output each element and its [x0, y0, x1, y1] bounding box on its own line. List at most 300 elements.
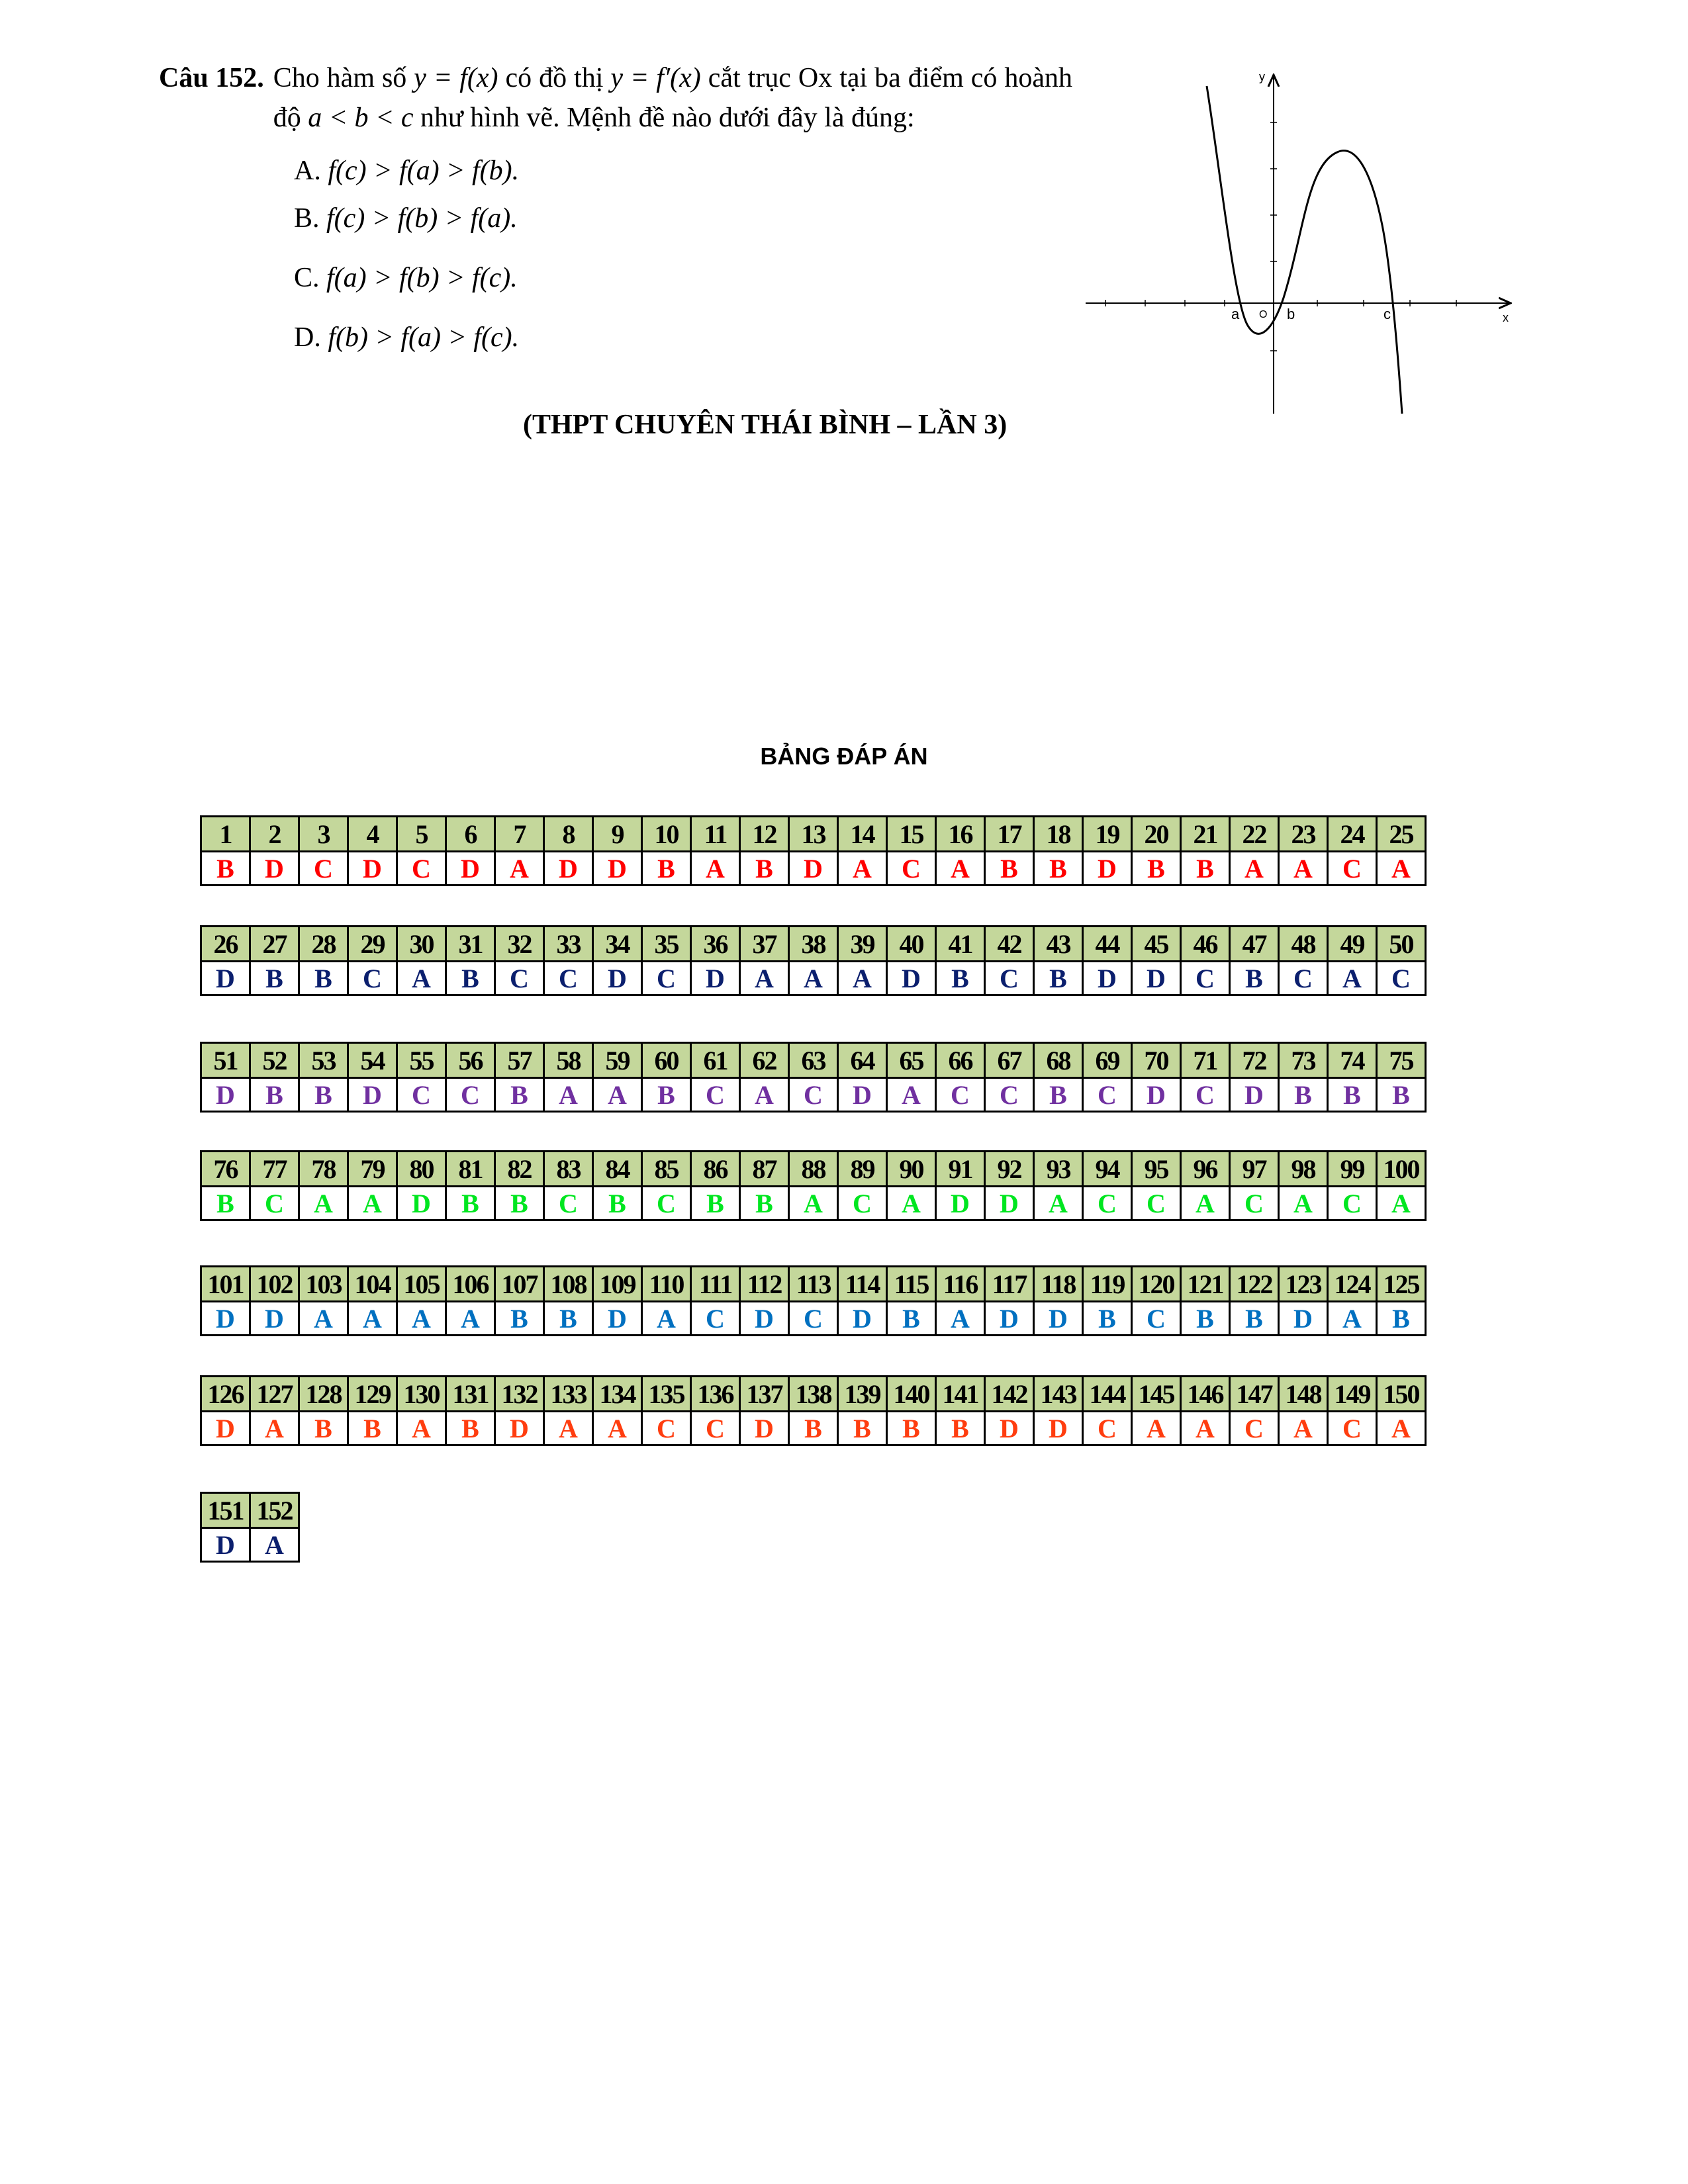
question-number-cell: 66 [936, 1043, 985, 1078]
answer-cell: D [838, 1302, 887, 1336]
answer-cell: B [1034, 962, 1083, 995]
answer-cell: C [887, 852, 936, 886]
answer-cell: C [985, 1078, 1034, 1112]
question-number-cell: 81 [446, 1152, 495, 1187]
question-number-cell: 83 [544, 1152, 593, 1187]
question-number-cell: 111 [691, 1267, 740, 1302]
question-number-cell: 105 [397, 1267, 446, 1302]
question-number-cell: 28 [299, 927, 348, 962]
answer-cell: B [299, 962, 348, 995]
question-number-cell: 100 [1377, 1152, 1426, 1187]
question-number-cell: 45 [1132, 927, 1181, 962]
answer-cell: B [985, 852, 1034, 886]
question-number-cell: 3 [299, 817, 348, 852]
answer-cell: D [1279, 1302, 1328, 1336]
answer-cell: C [642, 962, 691, 995]
answer-cell: A [838, 962, 887, 995]
question-number-cell: 91 [936, 1152, 985, 1187]
question-number-cell: 78 [299, 1152, 348, 1187]
answer-cell: D [740, 1302, 789, 1336]
answer-cell: D [250, 852, 299, 886]
question-number-cell: 84 [593, 1152, 642, 1187]
point-label-a: a [1231, 306, 1240, 322]
answer-cell: A [691, 852, 740, 886]
answer-cell: B [691, 1187, 740, 1220]
question-number-cell: 77 [250, 1152, 299, 1187]
question-number-cell: 19 [1083, 817, 1132, 852]
question-number-cell: 74 [1328, 1043, 1377, 1078]
question-number-cell: 148 [1279, 1377, 1328, 1412]
answer-cell: D [593, 1302, 642, 1336]
question-number-cell: 106 [446, 1267, 495, 1302]
question-number-cell: 94 [1083, 1152, 1132, 1187]
question-number-cell: 129 [348, 1377, 397, 1412]
question-number-cell: 90 [887, 1152, 936, 1187]
answer-cell: C [838, 1187, 887, 1220]
question-number-cell: 127 [250, 1377, 299, 1412]
answer-cell: C [691, 1078, 740, 1112]
question-number-cell: 146 [1181, 1377, 1230, 1412]
question-number-cell: 125 [1377, 1267, 1426, 1302]
answer-cell: D [201, 1078, 250, 1112]
answer-cell: C [1181, 962, 1230, 995]
question-number-cell: 16 [936, 817, 985, 852]
question-number-cell: 46 [1181, 927, 1230, 962]
answer-cell: C [1230, 1412, 1279, 1445]
question-number-cell: 1 [201, 817, 250, 852]
answer-cell: B [1377, 1302, 1426, 1336]
question-number-cell: 9 [593, 817, 642, 852]
answer-cell: C [642, 1187, 691, 1220]
question-number-cell: 58 [544, 1043, 593, 1078]
question-number-cell: 50 [1377, 927, 1426, 962]
answer-cell: B [544, 1302, 593, 1336]
answer-cell: C [1132, 1302, 1181, 1336]
choice-a: A. f(c) > f(a) > f(b). [294, 156, 520, 186]
answer-cell: D [887, 962, 936, 995]
answer-cell: A [740, 1078, 789, 1112]
question-number-row [201, 1493, 299, 1528]
answer-cell: B [887, 1302, 936, 1336]
question-number-row [201, 1043, 1426, 1078]
answer-cell: C [642, 1412, 691, 1445]
answer-cell: A [838, 852, 887, 886]
answer-cell: B [1377, 1078, 1426, 1112]
answer-cell: B [789, 1412, 838, 1445]
answer-cell: B [838, 1412, 887, 1445]
answer-cell: A [544, 1412, 593, 1445]
answer-cell: D [201, 1302, 250, 1336]
question-number-cell: 149 [1328, 1377, 1377, 1412]
answer-cell: A [397, 962, 446, 995]
question-number-cell: 61 [691, 1043, 740, 1078]
answer-cell: D [985, 1187, 1034, 1220]
question-number-cell: 151 [201, 1493, 250, 1528]
question-number-cell: 121 [1181, 1267, 1230, 1302]
answer-cell: A [789, 962, 838, 995]
question-number-cell: 40 [887, 927, 936, 962]
question-number-cell: 42 [985, 927, 1034, 962]
answer-cell: A [1377, 852, 1426, 886]
answer-cell: B [1181, 852, 1230, 886]
question-number-cell: 141 [936, 1377, 985, 1412]
question-number-cell: 147 [1230, 1377, 1279, 1412]
question-number-cell: 22 [1230, 817, 1279, 852]
answer-cell: A [1328, 962, 1377, 995]
answer-cell: D [201, 1412, 250, 1445]
answer-cell: A [446, 1302, 495, 1336]
question-number-cell: 25 [1377, 817, 1426, 852]
answer-cell: D [789, 852, 838, 886]
question-number-cell: 71 [1181, 1043, 1230, 1078]
answer-cell: D [1034, 1412, 1083, 1445]
question-number-cell: 12 [740, 817, 789, 852]
answer-cell: C [1230, 1187, 1279, 1220]
question-number-row [201, 927, 1426, 962]
question-number-cell: 62 [740, 1043, 789, 1078]
answer-cell: D [1132, 1078, 1181, 1112]
answer-cell: C [544, 962, 593, 995]
question-number-cell: 44 [1083, 927, 1132, 962]
answer-cell: A [936, 1302, 985, 1336]
question-number-cell: 130 [397, 1377, 446, 1412]
answer-cell: C [495, 962, 544, 995]
answer-row [201, 962, 1426, 995]
question-number-cell: 132 [495, 1377, 544, 1412]
question-number-cell: 126 [201, 1377, 250, 1412]
answer-cell: B [250, 1078, 299, 1112]
answer-row [201, 1302, 1426, 1336]
answer-row [201, 1528, 299, 1562]
question-number-cell: 69 [1083, 1043, 1132, 1078]
question-number-cell: 51 [201, 1043, 250, 1078]
question-number-cell: 103 [299, 1267, 348, 1302]
answer-cell: C [397, 852, 446, 886]
answer-key-title: BẢNG ĐÁP ÁN [760, 743, 928, 770]
answer-table-1 [200, 815, 1427, 886]
question-number-cell: 112 [740, 1267, 789, 1302]
question-number-cell: 64 [838, 1043, 887, 1078]
answer-cell: C [691, 1412, 740, 1445]
question-number-cell: 143 [1034, 1377, 1083, 1412]
answer-cell: D [691, 962, 740, 995]
question-number-cell: 4 [348, 817, 397, 852]
answer-cell: A [1034, 1187, 1083, 1220]
answer-cell: A [642, 1302, 691, 1336]
question-number-cell: 134 [593, 1377, 642, 1412]
question-number-cell: 30 [397, 927, 446, 962]
answer-cell: A [1279, 852, 1328, 886]
answer-cell: A [250, 1528, 299, 1562]
answer-row [201, 1412, 1426, 1445]
question-number-cell: 11 [691, 817, 740, 852]
answer-cell: B [936, 1412, 985, 1445]
question-number-row [201, 817, 1426, 852]
question-number-cell: 14 [838, 817, 887, 852]
answer-cell: C [250, 1187, 299, 1220]
question-number-cell: 137 [740, 1377, 789, 1412]
answer-cell: A [1328, 1302, 1377, 1336]
question-number-cell: 34 [593, 927, 642, 962]
answer-cell: A [1377, 1187, 1426, 1220]
answer-cell: B [299, 1412, 348, 1445]
question-number-row [201, 1377, 1426, 1412]
question-number-cell: 68 [1034, 1043, 1083, 1078]
question-number-cell: 97 [1230, 1152, 1279, 1187]
question-number-cell: 152 [250, 1493, 299, 1528]
answer-cell: B [1181, 1302, 1230, 1336]
question-number-cell: 119 [1083, 1267, 1132, 1302]
question-number-cell: 43 [1034, 927, 1083, 962]
question-number-cell: 29 [348, 927, 397, 962]
question-number-cell: 138 [789, 1377, 838, 1412]
answer-cell: C [1132, 1187, 1181, 1220]
answer-cell: A [1279, 1187, 1328, 1220]
answer-cell: A [299, 1187, 348, 1220]
question-number-cell: 115 [887, 1267, 936, 1302]
question-number-cell: 65 [887, 1043, 936, 1078]
answer-cell: A [593, 1412, 642, 1445]
answer-cell: D [740, 1412, 789, 1445]
question-number-cell: 27 [250, 927, 299, 962]
question-number-cell: 142 [985, 1377, 1034, 1412]
choice-c: C. f(a) > f(b) > f(c). [294, 263, 518, 293]
question-number-cell: 117 [985, 1267, 1034, 1302]
answer-cell: D [544, 852, 593, 886]
question-number-cell: 48 [1279, 927, 1328, 962]
question-number-cell: 96 [1181, 1152, 1230, 1187]
question-number-cell: 92 [985, 1152, 1034, 1187]
question-number-cell: 2 [250, 817, 299, 852]
answer-cell: C [1377, 962, 1426, 995]
answer-cell: D [495, 1412, 544, 1445]
question-number-cell: 6 [446, 817, 495, 852]
question-number-cell: 26 [201, 927, 250, 962]
answer-cell: C [1083, 1187, 1132, 1220]
question-number-cell: 38 [789, 927, 838, 962]
answer-cell: D [936, 1187, 985, 1220]
choice-list [294, 151, 1072, 377]
question-number-cell: 72 [1230, 1043, 1279, 1078]
question-number-cell: 75 [1377, 1043, 1426, 1078]
question-number-cell: 56 [446, 1043, 495, 1078]
answer-cell: D [348, 852, 397, 886]
answer-cell: B [348, 1412, 397, 1445]
question-number-cell: 18 [1034, 817, 1083, 852]
answer-cell: B [495, 1302, 544, 1336]
question-number-cell: 21 [1181, 817, 1230, 852]
answer-cell: B [593, 1187, 642, 1220]
question-number-cell: 15 [887, 817, 936, 852]
question-number-cell: 116 [936, 1267, 985, 1302]
question-number-cell: 104 [348, 1267, 397, 1302]
answer-cell: A [789, 1187, 838, 1220]
answer-cell: C [1279, 962, 1328, 995]
question-number-cell: 76 [201, 1152, 250, 1187]
answer-cell: B [936, 962, 985, 995]
answer-cell: B [1230, 962, 1279, 995]
answer-table-4 [200, 1150, 1427, 1221]
question-number-cell: 139 [838, 1377, 887, 1412]
answer-cell: A [1279, 1412, 1328, 1445]
answer-cell: C [1083, 1412, 1132, 1445]
answer-table-7 [200, 1492, 300, 1563]
answer-cell: A [1132, 1412, 1181, 1445]
answer-cell: D [593, 962, 642, 995]
answer-cell: A [740, 962, 789, 995]
question-number-cell: 79 [348, 1152, 397, 1187]
answer-cell: A [348, 1302, 397, 1336]
question-number-cell: 67 [985, 1043, 1034, 1078]
question-number-cell: 80 [397, 1152, 446, 1187]
point-label-c: c [1383, 306, 1391, 322]
answer-cell: C [1328, 1412, 1377, 1445]
answer-cell: A [887, 1187, 936, 1220]
question-number-cell: 89 [838, 1152, 887, 1187]
answer-cell: D [201, 1528, 250, 1562]
answer-cell: B [887, 1412, 936, 1445]
question-number-cell: 41 [936, 927, 985, 962]
answer-cell: C [397, 1078, 446, 1112]
answer-cell: C [936, 1078, 985, 1112]
answer-cell: D [250, 1302, 299, 1336]
question-number-cell: 20 [1132, 817, 1181, 852]
answer-row [201, 1187, 1426, 1220]
answer-table-6 [200, 1375, 1427, 1446]
answer-cell: B [1034, 852, 1083, 886]
question-number-cell: 59 [593, 1043, 642, 1078]
question-source: (THPT CHUYÊN THÁI BÌNH – LẦN 3) [523, 410, 1008, 440]
answer-cell: C [1083, 1078, 1132, 1112]
question-number-cell: 87 [740, 1152, 789, 1187]
answer-cell: A [887, 1078, 936, 1112]
answer-cell: B [201, 1187, 250, 1220]
answer-cell: D [1034, 1302, 1083, 1336]
answer-cell: B [1132, 852, 1181, 886]
question-number-cell: 39 [838, 927, 887, 962]
answer-cell: A [1181, 1187, 1230, 1220]
question-block [159, 58, 1072, 377]
answer-cell: C [1328, 852, 1377, 886]
answer-cell: D [446, 852, 495, 886]
origin-label: O [1259, 309, 1268, 320]
answer-cell: A [250, 1412, 299, 1445]
question-number-cell: 107 [495, 1267, 544, 1302]
answer-cell: A [1181, 1412, 1230, 1445]
point-label-b: b [1287, 306, 1295, 322]
answer-cell: C [691, 1302, 740, 1336]
question-number-cell: 120 [1132, 1267, 1181, 1302]
answer-cell: A [1377, 1412, 1426, 1445]
answer-cell: B [1034, 1078, 1083, 1112]
question-number-cell: 113 [789, 1267, 838, 1302]
question-number-cell: 133 [544, 1377, 593, 1412]
question-number-cell: 53 [299, 1043, 348, 1078]
question-number-cell: 36 [691, 927, 740, 962]
question-number-row [201, 1152, 1426, 1187]
choice-d: D. f(b) > f(a) > f(c). [294, 322, 520, 353]
question-number-cell: 24 [1328, 817, 1377, 852]
answer-cell: C [789, 1078, 838, 1112]
question-number-cell: 82 [495, 1152, 544, 1187]
answer-cell: A [593, 1078, 642, 1112]
question-number-cell: 8 [544, 817, 593, 852]
question-number-cell: 5 [397, 817, 446, 852]
question-number-cell: 99 [1328, 1152, 1377, 1187]
answer-cell: D [838, 1078, 887, 1112]
question-number-cell: 55 [397, 1043, 446, 1078]
answer-row [201, 1078, 1426, 1112]
answer-cell: B [446, 962, 495, 995]
choice-b: B. f(c) > f(b) > f(a). [294, 203, 518, 234]
question-number-cell: 37 [740, 927, 789, 962]
question-number-cell: 13 [789, 817, 838, 852]
question-number-cell: 31 [446, 927, 495, 962]
answer-cell: D [985, 1412, 1034, 1445]
question-number-cell: 33 [544, 927, 593, 962]
answer-cell: A [348, 1187, 397, 1220]
answer-cell: B [642, 852, 691, 886]
answer-cell: B [446, 1187, 495, 1220]
question-number-cell: 108 [544, 1267, 593, 1302]
answer-cell: B [1083, 1302, 1132, 1336]
answer-cell: B [1230, 1302, 1279, 1336]
answer-cell: D [1132, 962, 1181, 995]
answer-cell: B [740, 1187, 789, 1220]
question-number-cell: 70 [1132, 1043, 1181, 1078]
question-number-cell: 85 [642, 1152, 691, 1187]
answer-cell: C [544, 1187, 593, 1220]
answer-cell: D [1083, 852, 1132, 886]
answer-cell: C [1181, 1078, 1230, 1112]
question-number-cell: 135 [642, 1377, 691, 1412]
question-number-cell: 35 [642, 927, 691, 962]
answer-cell: A [397, 1412, 446, 1445]
y-axis-label: y [1259, 70, 1265, 83]
question-number-cell: 114 [838, 1267, 887, 1302]
question-number-cell: 123 [1279, 1267, 1328, 1302]
answer-cell: B [446, 1412, 495, 1445]
answer-cell: D [348, 1078, 397, 1112]
question-number-cell: 52 [250, 1043, 299, 1078]
question-number-cell: 88 [789, 1152, 838, 1187]
question-number-cell: 128 [299, 1377, 348, 1412]
answer-cell: D [201, 962, 250, 995]
question-number-cell: 93 [1034, 1152, 1083, 1187]
answer-cell: D [1083, 962, 1132, 995]
question-number-cell: 145 [1132, 1377, 1181, 1412]
answer-cell: C [789, 1302, 838, 1336]
answer-cell: D [985, 1302, 1034, 1336]
answer-cell: B [1328, 1078, 1377, 1112]
question-number-cell: 73 [1279, 1043, 1328, 1078]
answer-cell: D [397, 1187, 446, 1220]
answer-cell: B [495, 1078, 544, 1112]
question-number: Câu 152. [159, 63, 264, 93]
question-number-cell: 54 [348, 1043, 397, 1078]
answer-cell: A [1230, 852, 1279, 886]
answer-cell: B [1279, 1078, 1328, 1112]
question-number-cell: 124 [1328, 1267, 1377, 1302]
question-number-cell: 63 [789, 1043, 838, 1078]
derivative-graph [1086, 66, 1536, 424]
answer-cell: C [299, 852, 348, 886]
answer-cell: A [936, 852, 985, 886]
question-number-cell: 150 [1377, 1377, 1426, 1412]
answer-cell: C [985, 962, 1034, 995]
question-number-cell: 110 [642, 1267, 691, 1302]
answer-table-2 [200, 925, 1427, 996]
